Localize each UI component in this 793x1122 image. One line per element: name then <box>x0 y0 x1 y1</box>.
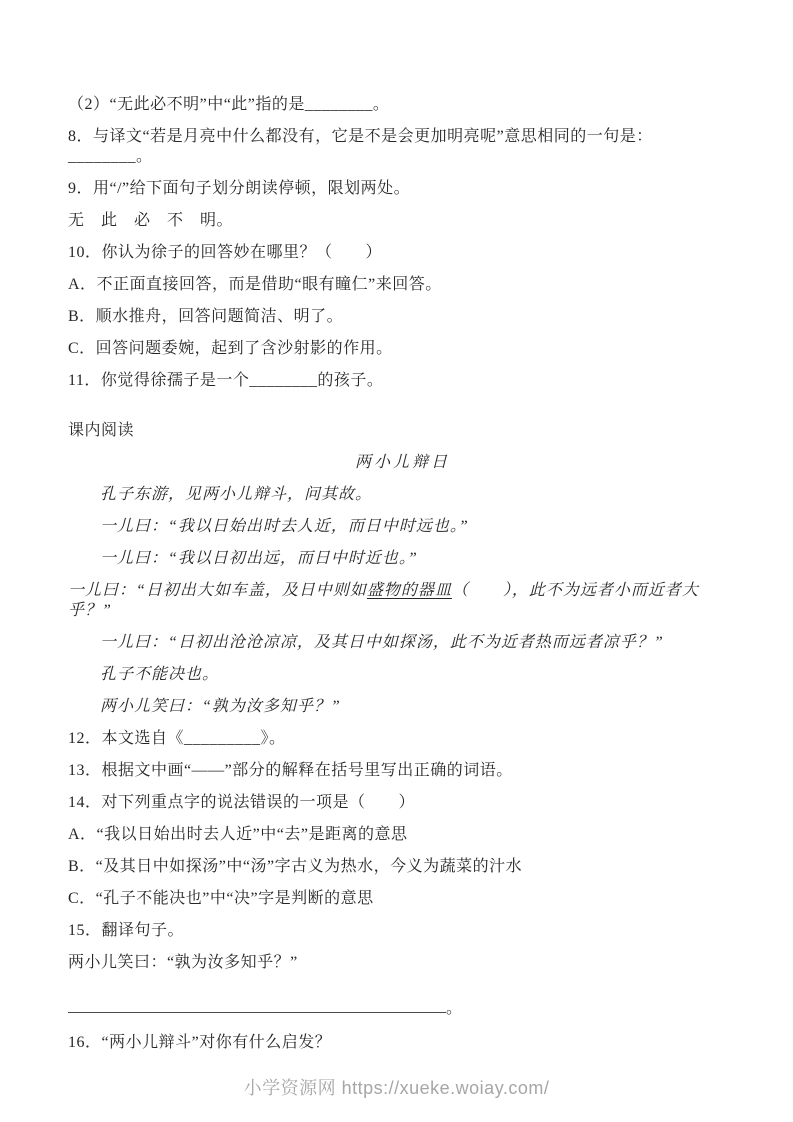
passage-title: 两小儿辩日 <box>354 454 450 471</box>
passage-p4-pre: 一儿曰：“日初出大如车盖，及日中则如 <box>68 582 367 599</box>
question-7-sub2: （2）“无此必不明”中“此”指的是________。 <box>68 96 390 113</box>
question-14: 14．对下列重点字的说法错误的一项是（ ） <box>68 794 416 811</box>
question-15-sentence: 两小儿笑曰：“孰为汝多知乎？” <box>68 954 298 971</box>
question-15: 15．翻译句子。 <box>68 922 185 939</box>
answer-line-period: 。 <box>446 1000 463 1017</box>
question-12: 12．本文选自《_________》。 <box>68 730 286 747</box>
question-16: 16．“两小儿辩斗”对你有什么启发？ <box>68 1034 332 1051</box>
page-footer-watermark: 小学资源网 https://xueke.woiay.com/ <box>243 1078 550 1098</box>
answer-blank-line <box>68 997 446 1013</box>
question-15-answer-row <box>68 997 737 1019</box>
question-13: 13．根据文中画“——”部分的解释在括号里写出正确的词语。 <box>68 762 513 779</box>
passage-paragraph-7: 两小儿笑曰：“孰为汝多知乎？” <box>100 698 341 715</box>
question-10-option-b: B．顺水推舟，回答问题简洁、明了。 <box>68 308 344 325</box>
passage-paragraph-4 <box>68 581 737 621</box>
question-14-option-a: A．“我以日始出时去人近”中“去”是距离的意思 <box>68 826 408 843</box>
question-10-option-c: C．回答问题委婉，起到了含沙射影的作用。 <box>68 340 393 357</box>
passage-paragraph-2: 一儿曰：“我以日始出时去人近，而日中时远也。” <box>100 518 469 535</box>
passage-paragraph-6: 孔子不能决也。 <box>100 666 220 683</box>
reading-section-label: 课内阅读 <box>68 422 135 439</box>
question-14-option-c: C．“孔子不能决也”中“决”字是判断的意思 <box>68 890 374 907</box>
passage-paragraph-3: 一儿曰：“我以日初出远，而日中时近也。” <box>100 550 418 567</box>
question-8: 8．与译文“若是月亮中什么都没有，它是不是会更加明亮呢”意思相同的一句是：________。 <box>68 128 653 165</box>
question-9-sentence: 无 此 必 不 明。 <box>68 212 234 229</box>
passage-p4-post: （ ），此不为远者小而近者大乎？” <box>68 582 699 619</box>
question-14-option-b: B．“及其日中如探汤”中“汤”字古义为热水，今义为蔬菜的汁水 <box>68 858 523 875</box>
question-9: 9．用“/”给下面句子划分朗读停顿，限划两处。 <box>68 180 411 197</box>
passage-p4-underlined-phrase: 盛物的器皿 <box>366 582 452 599</box>
passage-paragraph-1: 孔子东游，见两小儿辩斗，问其故。 <box>100 486 373 503</box>
passage-paragraph-5: 一儿曰：“日初出沧沧凉凉，及其日中如探汤，此不为近者热而远者凉乎？” <box>100 634 664 651</box>
question-10-option-a: A．不正面直接回答，而是借助“眼有瞳仁”来回答。 <box>68 276 442 293</box>
question-10: 10．你认为徐子的回答妙在哪里？（ ） <box>68 244 383 261</box>
question-11: 11．你觉得徐孺子是一个________的孩子。 <box>68 372 384 389</box>
